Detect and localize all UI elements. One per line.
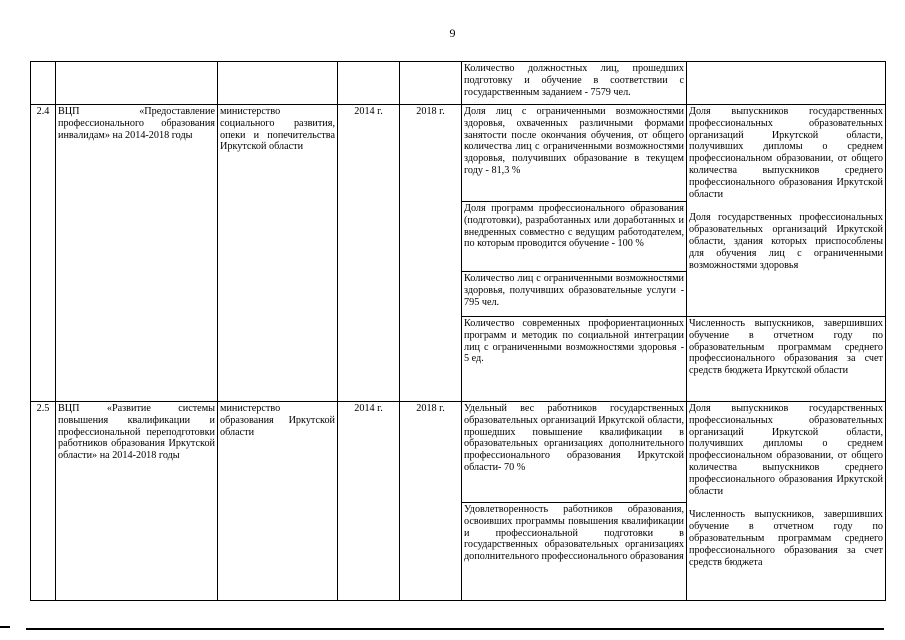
scan-edge-mark bbox=[0, 626, 10, 628]
program-name: ВЦП «Развитие системы повышения квалификации и профессиональной переподготовки работников образования Иркутской области» на 2014-2018 годы bbox=[56, 402, 218, 601]
program-table bbox=[30, 61, 886, 601]
result: Доля выпускников государственных профессиональных образовательных организаций Иркутской области, получивших дипломы о среднем профессиональном образовании, от общего количества выпускников среднего профессионального образования Иркутской области bbox=[689, 403, 883, 497]
page-number: 9 bbox=[449, 26, 456, 40]
result: Численность выпускников, завершивших обучение в отчетном году по образовательным программам среднего профессионального образования за счет средств бюджета Иркутской области bbox=[687, 317, 886, 402]
indicator: Количество должностных лиц, прошедших подготовку и обучение в соответствии с государственным заданием - 7579 чел. bbox=[462, 62, 687, 105]
bottom-rule bbox=[26, 628, 884, 630]
indicator: Количество современных профориентационных программ и методик по социальной интеграции лиц с ограниченными возможностями здоровья - 5 ед. bbox=[462, 317, 687, 402]
indicator: Удовлетворенность работников образования, освоивших программы повышения квалификации и профессиональной подготовки в государственных образовательных организациях дополнительного профессионального образования bbox=[462, 503, 687, 601]
end-year bbox=[400, 62, 462, 105]
indicator: Удельный вес работников государственных образовательных организаций Иркутской области, прошедших повышение квалификации в образовательных организациях дополнительного профессионального образования Иркутской области- 70 % bbox=[462, 402, 687, 503]
result: Численность выпускников, завершивших обучение в отчетном году по образовательным программам среднего профессионального образования за счет средств бюджета bbox=[689, 509, 883, 568]
end-year: 2018 г. bbox=[400, 105, 462, 402]
result: Доля выпускников государственных профессиональных образовательных организаций Иркутской области, получивших дипломы о среднем профессиональном образовании, от общего количества выпускников среднего профессионального образования Иркутской области bbox=[689, 106, 883, 200]
indicator: Доля лиц с ограниченными возможностями здоровья, охваченных различными формами занятости после окончания обучения, от общего количества лиц с ограниченными возможностями здоровья, получивших образование в текущем году - 81,3 % bbox=[462, 105, 687, 202]
indicator: Доля программ профессионального образования (подготовки), разработанных или доработанных и внедренных совместно с ведущим работодателем, по которым проводится обучение - 100 % bbox=[462, 202, 687, 272]
start-year: 2014 г. bbox=[338, 402, 400, 601]
executor bbox=[218, 62, 338, 105]
executor: министерство образования Иркутской области bbox=[218, 402, 338, 601]
result-cell bbox=[687, 105, 886, 317]
table-row bbox=[31, 62, 886, 105]
indicator: Количество лиц с ограниченными возможностями здоровья, получивших образовательные услуги - 795 чел. bbox=[462, 272, 687, 317]
table-row bbox=[31, 402, 886, 503]
program-name: ВЦП «Предоставление профессионального образования инвалидам» на 2014-2018 годы bbox=[56, 105, 218, 402]
row-number bbox=[31, 62, 56, 105]
start-year: 2014 г. bbox=[338, 105, 400, 402]
table-row bbox=[31, 105, 886, 202]
row-number: 2.5 bbox=[31, 402, 56, 601]
end-year: 2018 г. bbox=[400, 402, 462, 601]
result-cell bbox=[687, 402, 886, 601]
result bbox=[687, 62, 886, 105]
start-year bbox=[338, 62, 400, 105]
result: Доля государственных профессиональных образовательных организаций Иркутской области, здания которых приспособлены для обучения лиц с ограниченными возможностями здоровья bbox=[689, 212, 883, 271]
executor: министерство социального развития, опеки и попечительства Иркутской области bbox=[218, 105, 338, 402]
row-number: 2.4 bbox=[31, 105, 56, 402]
program-name bbox=[56, 62, 218, 105]
